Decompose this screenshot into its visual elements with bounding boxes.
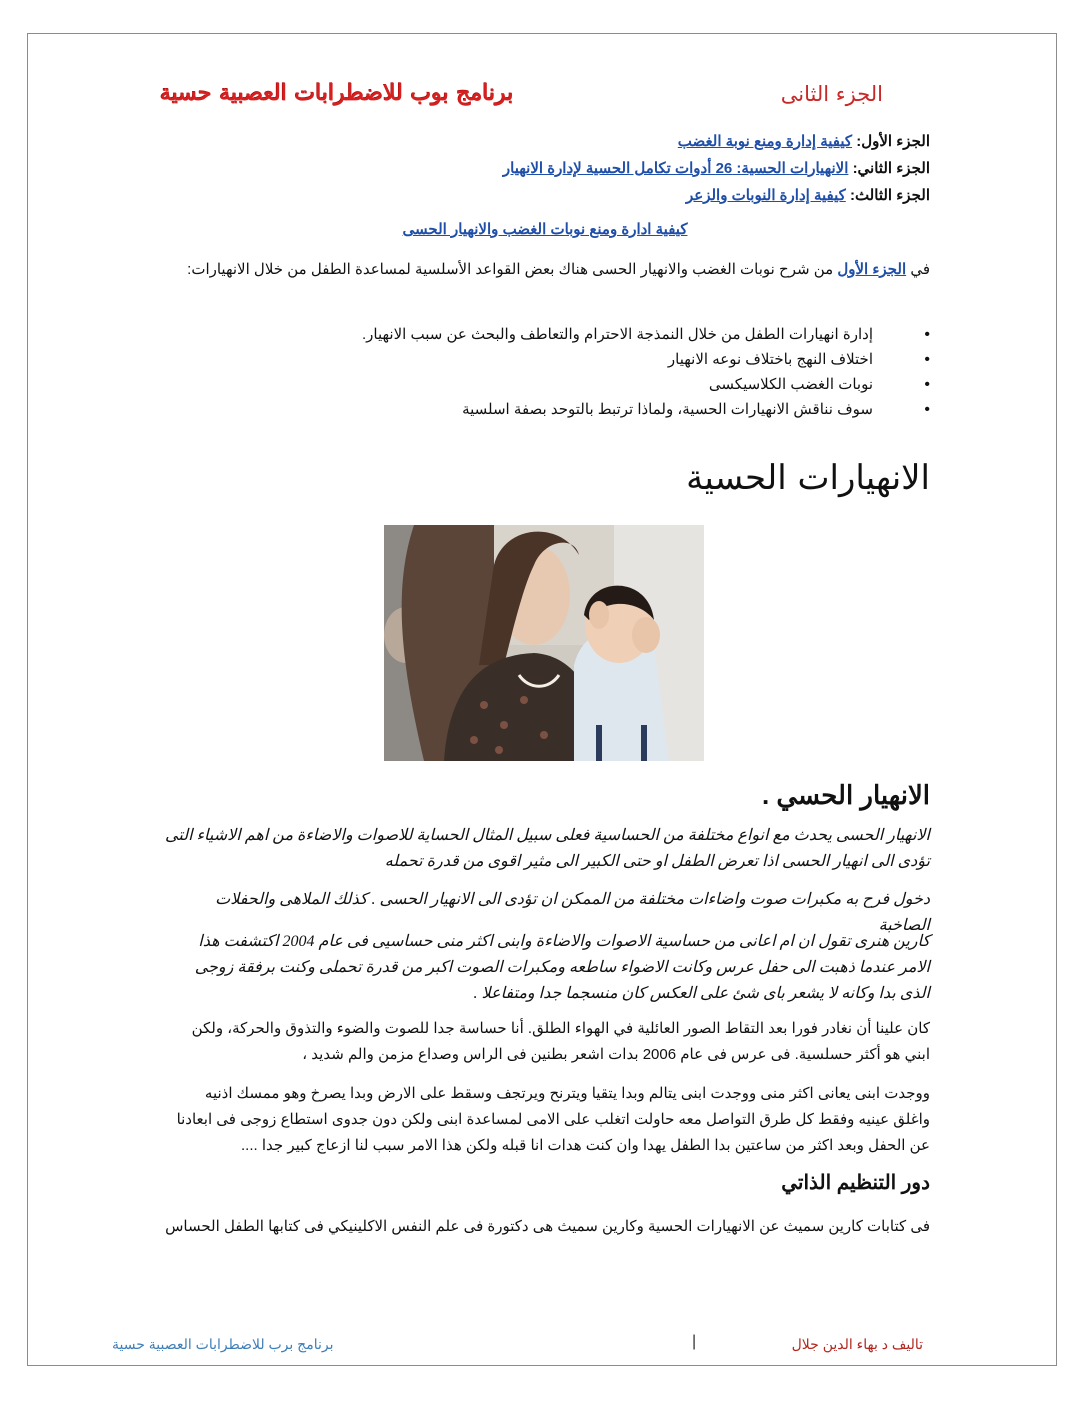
list-item: • نوبات الغضب الكلاسيكسى xyxy=(170,372,930,397)
toc-label: الجزء الثاني: xyxy=(852,160,930,177)
toc-link-part-1[interactable]: كيفية إدارة ومنع نوبة الغضب xyxy=(677,133,853,150)
toc-item-part-3 xyxy=(170,182,930,209)
paragraph-4: كان علينا أن نغادر فورا بعد التقاط الصور العائلية في الهواء الطلق. أنا حساسة جدا للصوت والضوء والتذوق والحركة، ولكن ابني هو أكثر حسلسية. فى عرس فى عام 2006 بدات اشعر بطنين فى الراس وصداع مزمن والم شديد ، xyxy=(191,1020,930,1063)
paragraph-3: كارين هنرى تقول ان ام اعانى من حساسية الاصوات والاضاءة وابنى اكثر منى حساسيى فى عام 2004 اكتشفت هذا الامر عندما ذهبت الى حفل عرس وكانت الاضواء ساطعه ومكبرات الصوت اكبر من قدرة تحملى وكنت برفقة زوجى الذى بدا وكانه لا يشعر باى شئ على العكس كان منسجما جدا ومتفاعلا . xyxy=(194,933,930,1002)
paragraph-2: دخول فرح به مكبرات صوت واضاءات مختلفة من الممكن ان تؤدى الى الانهيار الحسى . كذلك الملاهى والحفلات الصاخبة xyxy=(215,891,930,934)
list-item: • إدارة انهيارات الطفل من خلال النمذجة الاحترام والتعاطف والبحث عن سبب الانهيار. xyxy=(170,322,930,347)
intro-paragraph xyxy=(170,258,930,282)
list-item: • سوف نناقش الانهيارات الحسية، ولماذا ترتبط بالتوحد بصفة اسلسية xyxy=(170,397,930,422)
toc-item-part-2 xyxy=(170,155,930,182)
mother-child-photo xyxy=(384,525,704,761)
self-regulation-heading: دور التنظيم الذاتي xyxy=(781,1172,930,1194)
intro-part-1-link[interactable]: الجزء الأول xyxy=(837,261,907,278)
footer-author: تاليف د بهاء الدين جلال xyxy=(791,1336,923,1352)
sensory-meltdowns-heading: الانهيارات الحسية xyxy=(686,458,930,498)
paragraph-1: الانهيار الحسى يحدث مع انواع مختلفة من الحساسية فعلى سبيل المثال الحساية للاصوات والاضاءة من اهم الاشياء التى تؤدى الى انهيار الحسى اذا تعرض الطفل او حتى الكبير الى مثير اقوى من قدرة تحمله xyxy=(165,827,930,870)
paragraph-5: ووجدت ابنى يعانى اكثر منى ووجدت ابنى يتالم وبدا يتقيا ويترنح ويرتجف وسقط على الارض وبدا يصرخ وهو ممسك اذنيه واغلق عينيه وفقط كل طرق التواصل معه حاولت اتغلب على الامى لمساعدة ابنى ولكن دون جدوى استطاع زوجى فى ابعادنا عن الحفل وبعد اكثر من ساعتين بدا الطفل يهدا وان كنت هدات انا قبله ولكن هذا الامر سبب لنا ازعاج كبير جدا .... xyxy=(176,1085,930,1154)
intro-prefix: في xyxy=(910,261,930,278)
bullet-list xyxy=(170,322,930,422)
program-title: برنامج بوب للاضطرابات العصبية حسية xyxy=(160,80,514,106)
toc-link-part-2[interactable]: الانهيارات الحسية: 26 أدوات تكامل الحسية لإدارة الانهيار xyxy=(502,160,849,177)
toc-link-part-3[interactable]: كيفية إدارة النوبات والزعر xyxy=(685,187,846,204)
section-title-link[interactable]: كيفية ادارة ومنع نوبات الغضب والانهيار الحسى xyxy=(402,221,688,238)
toc-label: الجزء الثالث: xyxy=(849,187,930,204)
list-item: • اختلاف النهج باختلاف نوعه الانهيار xyxy=(170,347,930,372)
footer-program-name: برنامج برب للاضطرابات العصبية حسية xyxy=(112,1336,334,1352)
intro-text: من شرح نوبات الغضب والانهيار الحسى هناك بعض القواعد الأسلسية لمساعدة الطفل من خلال الانهيارات: xyxy=(187,261,834,278)
part-label: الجزء الثانى xyxy=(780,82,883,106)
sensory-meltdown-heading: الانهيار الحسي . xyxy=(761,780,930,810)
paragraph-6: فى كتابات كارين سميث عن الانهيارات الحسية وكارين سميث هى دكتورة فى علم النفس الاكلينيكي فى كتابها الطفل الحساس xyxy=(165,1218,930,1235)
table-of-contents xyxy=(170,128,930,209)
toc-label: الجزء الأول: xyxy=(856,133,930,150)
toc-item-part-1 xyxy=(170,128,930,155)
footer-separator: | xyxy=(692,1333,697,1350)
